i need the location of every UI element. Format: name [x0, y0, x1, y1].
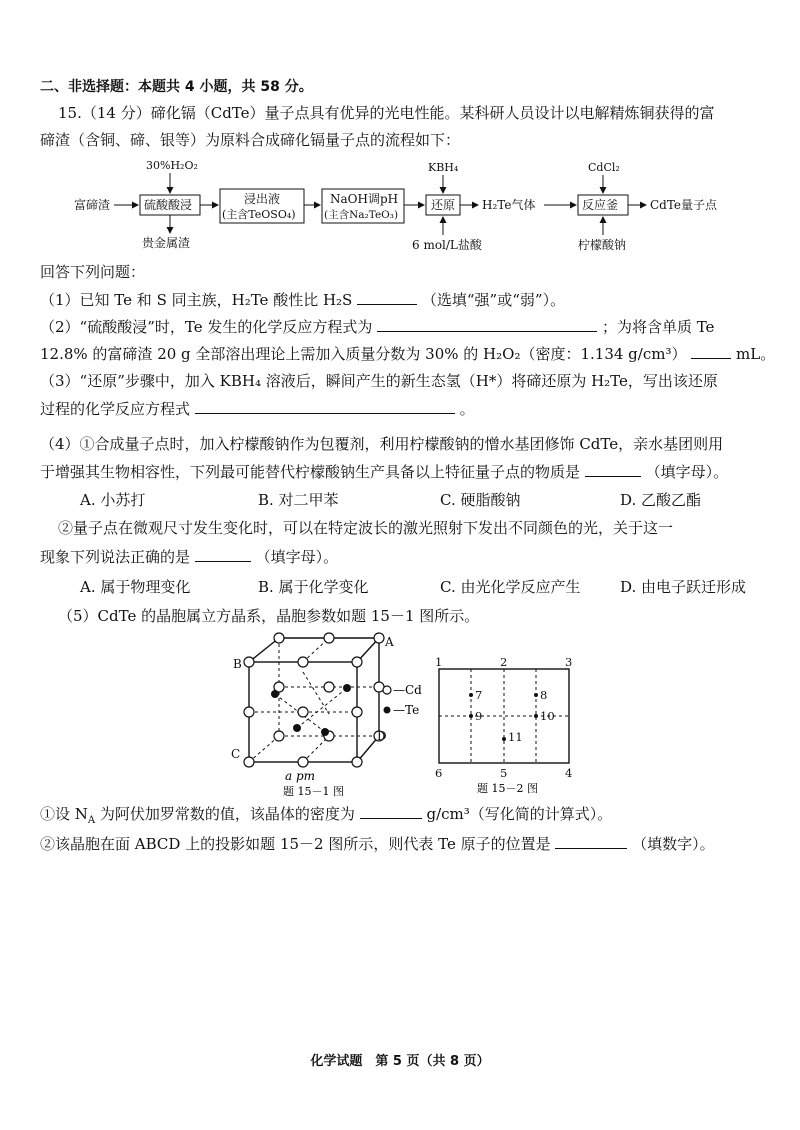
part4-answer-blank[interactable]: [585, 461, 641, 477]
q15-intro-line2: 碲渣（含铜、碲、银等）为原料合成碲化镉量子点的流程如下：: [40, 131, 461, 149]
flow-step3-line2: (主含Na₂TeO₃): [324, 209, 399, 221]
cd-atom: [374, 633, 384, 643]
part2-line2: 12.8% 的富碲渣 20 g 全部溶出理论上需加入质量分数为 30% 的 H₂O₂（密度：1.134 g/cm³） mL。: [40, 345, 776, 363]
figure-15-1-unit-cell: [225, 632, 435, 797]
page-footer: 化学试题 第 5 页（共 8 页）: [310, 1054, 490, 1069]
flow-step2-line1: 浸出液: [244, 192, 281, 206]
fig2-num-2: 2: [500, 655, 508, 669]
part5-density-blank[interactable]: [360, 803, 422, 819]
part4-line2: 于增强其生物相容性，下列最可能替代柠檬酸钠生产具备以上特征量子点的物质是 （填字母）。: [40, 463, 729, 481]
fig1-label-b: B: [233, 657, 242, 671]
cd-atom: [352, 657, 362, 667]
part5-position-blank[interactable]: [555, 833, 627, 849]
part4-2-line1: ②量子点在微观尺寸发生变化时，可以在特定波长的激光照射下发出不同颜色的光，关于这一: [58, 519, 674, 537]
cd-atom: [352, 707, 362, 717]
process-flowchart: [40, 155, 760, 255]
fig2-caption: 题 15－2 图: [477, 782, 538, 795]
cd-atom: [274, 633, 284, 643]
flow-step1-reagent: 30%H₂O₂: [146, 159, 198, 172]
part4-2-option-b: B. 属于化学变化: [258, 578, 369, 596]
figure-15-2-projection: [425, 655, 595, 795]
fig2-num-8: 8: [540, 688, 548, 702]
te-atom: [321, 728, 329, 736]
flow-product: CdTe量子点: [650, 198, 718, 212]
fig1-legend-te: —Te: [393, 703, 420, 717]
cd-atom: [298, 707, 308, 717]
part3-equation-blank[interactable]: [195, 398, 455, 414]
part4-2-option-a: A. 属于物理变化: [80, 578, 191, 596]
part5-q2: ②该晶胞在面 ABCD 上的投影如题 15－2 图所示，则代表 Te 原子的位置是 （填数字）。: [40, 835, 715, 853]
q15-intro-line1: 15.（14 分）碲化镉（CdTe）量子点具有优异的光电性能。某科研人员设计以电解精炼铜获得的富: [58, 104, 715, 122]
cd-atom: [274, 731, 284, 741]
cd-atom: [244, 757, 254, 767]
part1: （1）已知 Te 和 S 同主族，H₂Te 酸性比 H₂S （选填“强”或“弱”）。: [40, 291, 566, 309]
cd-atom: [244, 707, 254, 717]
fig2-num-9: 9: [475, 709, 483, 723]
fig2-num-7: 7: [475, 688, 483, 702]
te-atom: [343, 684, 351, 692]
part2-volume-blank[interactable]: [691, 343, 731, 359]
part5-intro: （5）CdTe 的晶胞属立方晶系，晶胞参数如题 15－1 图所示。: [58, 607, 480, 625]
section-header: 二、非选择题：本题共 4 小题，共 58 分。: [40, 79, 313, 95]
flow-gas: H₂Te气体: [482, 198, 536, 212]
fig1-label-c: C: [231, 747, 241, 761]
part4-line1: （4）①合成量子点时，加入柠檬酸钠作为包覆剂，利用柠檬酸钠的憎水基团修饰 CdTe，亲水基团则用: [40, 435, 724, 453]
part2-equation-blank[interactable]: [377, 316, 597, 332]
flow-raw: 富碲渣: [74, 198, 111, 212]
fig2-num-4: 4: [565, 766, 573, 780]
fig1-label-d: D: [377, 729, 387, 743]
cd-atom: [352, 757, 362, 767]
cd-atom: [244, 657, 254, 667]
flow-step4-reagent-top: KBH₄: [428, 161, 459, 174]
fig2-num-5: 5: [500, 766, 508, 780]
fig1-param: a pm: [285, 769, 316, 783]
part5-q1: ①设 $N_A$ 为阿伏加罗常数的值，该晶体的密度为 g/cm³（写化简的计算式）。: [40, 805, 613, 826]
fig2-num-1: 1: [435, 655, 443, 669]
te-atom: [271, 690, 279, 698]
cd-atom: [298, 657, 308, 667]
flow-step4: 还原: [431, 198, 456, 212]
cd-atom: [324, 682, 334, 692]
fig1-label-a: A: [385, 635, 394, 649]
flow-step5-reagent-bottom: 柠檬酸钠: [578, 238, 627, 252]
part3-line2: 过程的化学反应方程式 。: [40, 400, 475, 418]
fig1-caption: 题 15－1 图: [283, 785, 344, 797]
part4-option-b: B. 对二甲苯: [258, 491, 339, 509]
flow-step5: 反应釜: [582, 198, 619, 212]
part2-line1: （2）“硫酸酸浸”时，Te 发生的化学反应方程式为 ；为将含单质 Te: [40, 318, 715, 336]
part4-2-line2: 现象下列说法正确的是 （填字母）。: [40, 548, 339, 566]
part4-2-answer-blank[interactable]: [195, 546, 251, 562]
part4-2-option-d: D. 由电子跃迁形成: [620, 578, 747, 596]
flow-step2-line2: (主含TeOSO₄): [222, 208, 296, 221]
fig2-num-11: 11: [508, 730, 523, 744]
cd-atom: [298, 757, 308, 767]
fig2-num-10: 10: [540, 709, 555, 723]
part4-option-d: D. 乙酸乙酯: [620, 491, 702, 509]
fig2-num-6: 6: [435, 766, 443, 780]
flow-step4-reagent-bottom: 6 mol/L盐酸: [412, 238, 482, 252]
flow-step5-reagent-top: CdCl₂: [588, 161, 620, 174]
flow-step1-byproduct: 贵金属渣: [142, 236, 191, 250]
part3-line1: （3）“还原”步骤中，加入 KBH₄ 溶液后，瞬间产生的新生态氢（H*）将碲还原为 H₂Te，写出该还原: [40, 372, 718, 390]
cd-atom: [324, 633, 334, 643]
fig1-legend-cd: —Cd: [393, 683, 422, 697]
flow-step1: 硫酸酸浸: [144, 198, 193, 212]
part4-option-a: A. 小苏打: [80, 491, 146, 509]
te-atom: [293, 724, 301, 732]
fig2-num-3: 3: [565, 655, 573, 669]
answer-prompt: 回答下列问题：: [40, 263, 146, 281]
part4-option-c: C. 硬脂酸钠: [440, 491, 521, 509]
part1-answer-blank[interactable]: [357, 289, 417, 305]
flow-step3-line1: NaOH调pH: [330, 192, 399, 206]
part4-2-option-c: C. 由光化学反应产生: [440, 578, 581, 596]
